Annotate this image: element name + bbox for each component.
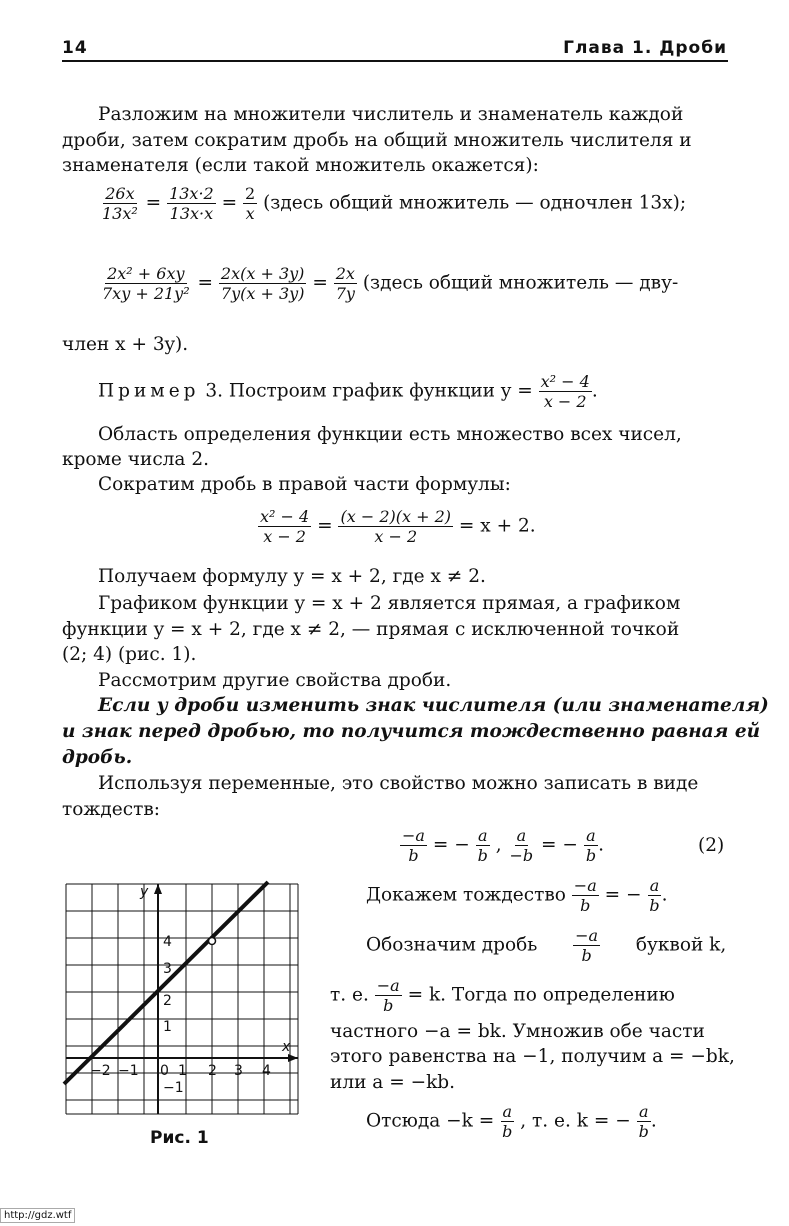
proof-line: Докажем тождество $\frac{-a}{b}$ = − $\frac{a}{b}$ .: [366, 876, 668, 915]
formula-1: $\frac{26x}{\text{13x²}}$ = $\frac{13x\cdot 2}{13x\cdot x}$ = $\frac{2}{x}$ (здесь общий множитель — одночлен 13x);: [102, 184, 687, 223]
x-tick-label: 3: [234, 1063, 243, 1079]
rule-line: дробь.: [62, 747, 133, 768]
proof-line: Отсюда −k = $\frac{a}{b}$ , т. е. k = − $\frac{a}{b}$ .: [366, 1102, 657, 1141]
excluded-point: [209, 938, 216, 945]
function-graph: [60, 878, 306, 1118]
proof-line: этого равенства на −1, получим a = −bk,: [330, 1046, 735, 1067]
y-axis-arrow: [154, 884, 162, 894]
proof-line: или a = −kb.: [330, 1072, 456, 1093]
x-tick-label: 4: [262, 1063, 271, 1079]
y-tick-label: 1: [163, 1019, 172, 1035]
y-tick-label: 4: [163, 934, 172, 950]
paragraph-line: Получаем формулу y = x + 2, где x ≠ 2.: [98, 566, 486, 587]
x-tick-label: −1: [118, 1063, 139, 1079]
page-number: 14: [62, 38, 88, 58]
example-line: Пример 3. Построим график функции y = $\frac{\text{x² − 4}}{x - 2}$ .: [98, 372, 598, 411]
x-axis-label: x: [282, 1039, 291, 1055]
paragraph-line: знаменателя (если такой множитель окажется):: [62, 155, 539, 176]
formula-2: $\frac{\text{2x² + 6xy}}{\text{7xy + 21y²}}$ = $\frac{2x(x + 3y)}{7y(x + 3y)}$ = $\frac{2x}{7y}$ (здесь общий множитель — дву-: [102, 264, 679, 303]
x-tick-label: 0: [160, 1063, 169, 1079]
x-axis-arrow: [288, 1054, 298, 1062]
paragraph-line: Область определения функции есть множество всех чисел,: [98, 424, 682, 445]
function-line: [64, 882, 268, 1084]
proof-line: т. е. $\frac{-a}{b}$ = k. Тогда по определению: [330, 976, 675, 1015]
y-tick-label: 3: [163, 961, 172, 977]
paragraph-line: член x + 3y).: [62, 334, 189, 355]
y-axis-label: y: [140, 884, 149, 900]
x-tick-label: −2: [90, 1063, 111, 1079]
chapter-title: Глава 1. Дроби: [563, 38, 727, 58]
proof-line: Обозначим дробь $\frac{-a}{b}$ буквой k,: [366, 926, 727, 965]
equation-number: (2): [698, 835, 725, 856]
identity-2: $\frac{-a}{b}$ = − $\frac{a}{b}$ , $\frac{a}{-b}$ = − $\frac{a}{b}$ .: [402, 826, 604, 865]
paragraph-line: Используя переменные, это свойство можно записать в виде: [98, 773, 699, 794]
x-tick-label: 1: [178, 1063, 187, 1079]
paragraph-line: Рассмотрим другие свойства дроби.: [98, 670, 452, 691]
paragraph-line: Разложим на множители числитель и знаменатель каждой: [98, 104, 684, 125]
paragraph-line: кроме числа 2.: [62, 449, 209, 470]
paragraph-line: функции y = x + 2, где x ≠ 2, — прямая с исключенной точкой: [62, 619, 680, 640]
header-rule: [62, 60, 728, 62]
rule-line: и знак перед дробью, то получится тождественно равная ей: [62, 721, 761, 742]
paragraph-line: дроби, затем сократим дробь на общий множитель числителя и: [62, 130, 692, 151]
watermark: http://gdz.wtf: [0, 1208, 75, 1223]
y-tick-label: −1: [163, 1080, 184, 1096]
rule-line: Если у дроби изменить знак числителя (или знаменателя): [98, 695, 769, 716]
paragraph-line: тождеств:: [62, 799, 160, 820]
y-tick-label: 2: [163, 993, 172, 1009]
proof-line: частного −a = bk. Умножив обе части: [330, 1021, 705, 1042]
formula-3: $\frac{\text{x² − 4}}{x - 2}$ = $\frac{(x - 2)(x + 2)}{x - 2}$ = x + 2.: [260, 507, 536, 546]
paragraph-line: (2; 4) (рис. 1).: [62, 644, 197, 665]
figure-caption: Рис. 1: [150, 1128, 209, 1148]
x-tick-label: 2: [208, 1063, 217, 1079]
paragraph-line: Графиком функции y = x + 2 является прямая, а графиком: [98, 593, 681, 614]
paragraph-line: Сократим дробь в правой части формулы:: [98, 474, 511, 495]
